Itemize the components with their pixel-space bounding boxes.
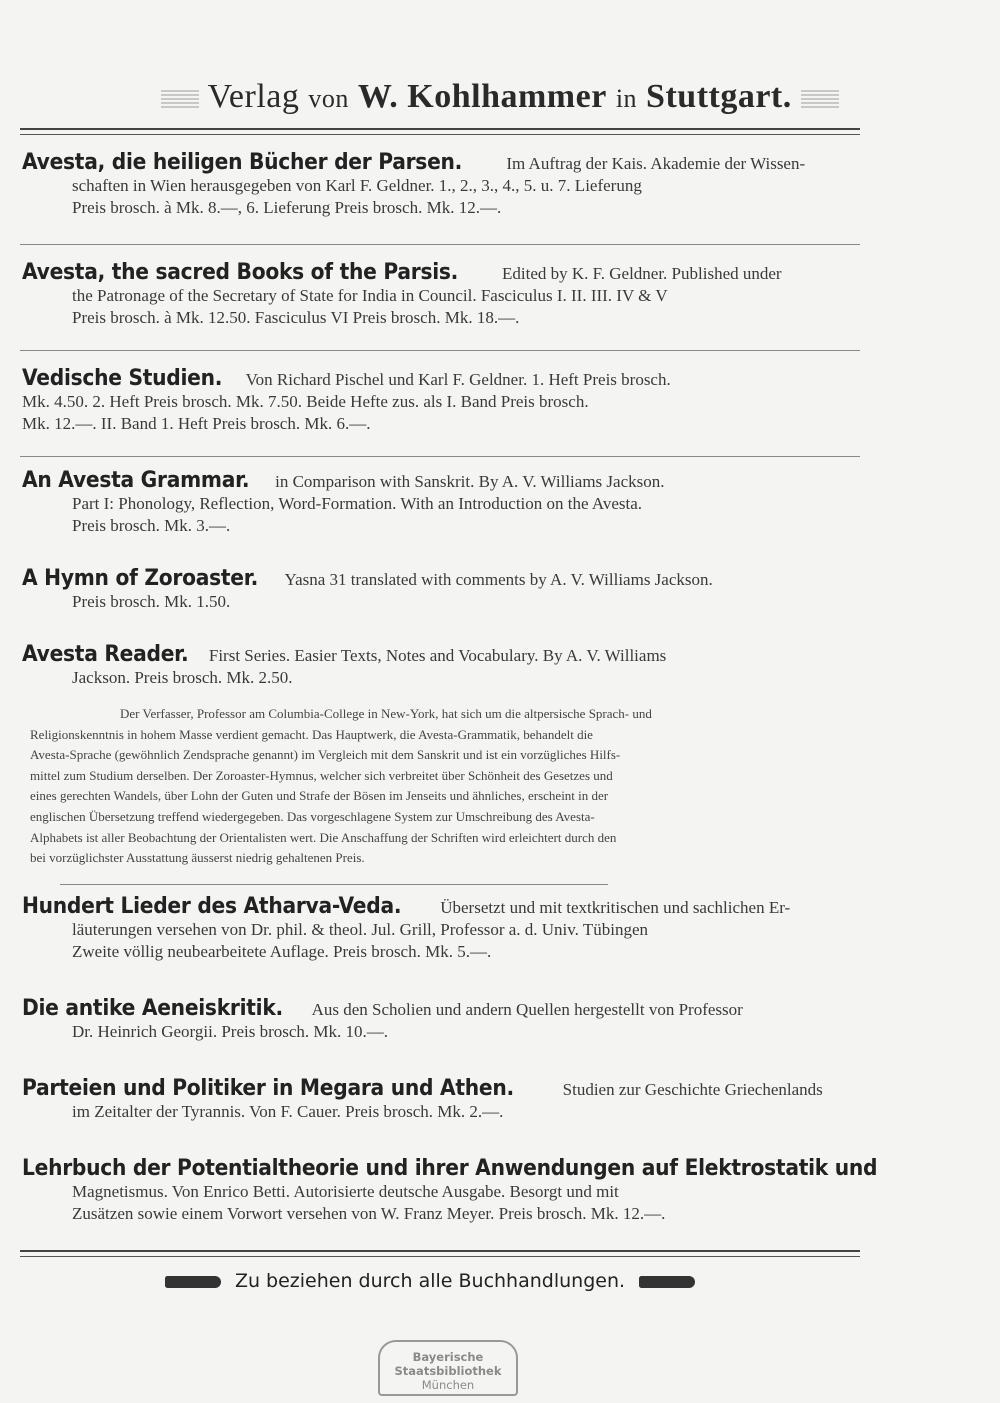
book-line: schaften in Wien herausgegeben von Karl F. Geldner. 1., 2., 3., 4., 5. u. 7. Lieferung — [72, 176, 642, 195]
divider — [20, 244, 860, 245]
book-description: First Series. Easier Texts, Notes and Vocabulary. By A. V. Williams — [208, 646, 667, 665]
stamp-line: München — [421, 1378, 475, 1392]
header-in: in — [615, 84, 638, 113]
publisher-header — [0, 78, 1000, 116]
book-entry — [22, 468, 867, 537]
review-note — [30, 704, 865, 869]
book-entry — [22, 894, 867, 963]
book-line: Jackson. Preis brosch. Mk. 2.50. — [72, 668, 293, 687]
book-line: Mk. 4.50. 2. Heft Preis brosch. Mk. 7.50. Beide Hefte zus. als I. Band Preis brosch. — [22, 392, 589, 411]
book-description: Übersetzt und mit textkritischen und sachlichen Er- — [440, 898, 791, 917]
book-entry — [22, 996, 867, 1043]
footer-text: Zu beziehen durch alle Buchhandlungen. — [234, 1270, 626, 1292]
note-line: bei vorzüglichster Ausstattung äusserst niedrig gehaltenen Preis. — [30, 850, 365, 866]
divider — [20, 456, 860, 457]
book-line: Preis brosch. Mk. 1.50. — [72, 592, 231, 611]
header-publisher: W. Kohlhammer — [357, 78, 607, 115]
book-entry — [22, 1076, 867, 1123]
book-line: Zweite völlig neubearbeitete Auflage. Preis brosch. Mk. 5.—. — [72, 942, 492, 961]
book-line: Preis brosch. à Mk. 8.—, 6. Lieferung Preis brosch. Mk. 12.—. — [72, 198, 502, 217]
book-description: Von Richard Pischel und Karl F. Geldner. 1. Heft Preis brosch. — [245, 370, 671, 389]
book-entry — [22, 566, 867, 613]
book-description: Im Auftrag der Kais. Akademie der Wissen- — [506, 154, 806, 173]
header-verlag: Verlag — [207, 78, 300, 115]
book-line: the Patronage of the Secretary of State for India in Council. Fasciculus I. II. III. IV & V — [72, 286, 668, 305]
footer-rule — [20, 1250, 860, 1257]
book-title: A Hymn of Zoroaster. — [22, 566, 258, 591]
pointing-hand-icon — [639, 1276, 695, 1288]
book-entry — [22, 366, 867, 435]
book-description: Edited by K. F. Geldner. Published under — [502, 264, 782, 283]
book-title: Parteien und Politiker in Megara und Athen. — [22, 1076, 514, 1101]
book-title: An Avesta Grammar. — [22, 468, 250, 493]
book-description: Studien zur Geschichte Griechenlands — [562, 1080, 823, 1099]
header-von: von — [308, 84, 349, 113]
book-description: Yasna 31 translated with comments by A. V. Williams Jackson. — [284, 570, 713, 589]
book-title: Hundert Lieder des Atharva-Veda. — [22, 894, 402, 919]
book-line: Preis brosch. Mk. 3.—. — [72, 516, 231, 535]
stamp-line: Bayerische — [412, 1350, 484, 1364]
book-description: Aus den Scholien und andern Quellen hergestellt von Professor — [311, 1000, 743, 1019]
note-line: Religionskenntnis in hohem Masse verdient gemacht. Das Hauptwerk, die Avesta-Grammatik, behandelt die — [30, 726, 593, 742]
book-line: Dr. Heinrich Georgii. Preis brosch. Mk. 10.—. — [72, 1022, 389, 1041]
book-line: läuterungen versehen von Dr. phil. & theol. Jul. Grill, Professor a. d. Univ. Tübingen — [72, 920, 649, 939]
book-description: in Comparison with Sanskrit. By A. V. Williams Jackson. — [275, 472, 665, 491]
book-title: Avesta, die heiligen Bücher der Parsen. — [22, 150, 463, 175]
book-entry — [22, 1156, 878, 1225]
book-entry — [22, 642, 867, 689]
library-stamp — [378, 1340, 518, 1396]
book-title: Die antike Aeneiskritik. — [22, 996, 283, 1021]
book-line: Zusätzen sowie einem Vorwort versehen von W. Franz Meyer. Preis brosch. Mk. 12.—. — [72, 1204, 666, 1223]
book-line: Mk. 12.—. II. Band 1. Heft Preis brosch. Mk. 6.—. — [22, 414, 371, 433]
book-line: Part I: Phonology, Reflection, Word-Formation. With an Introduction on the Avesta. — [72, 494, 643, 513]
note-line: mittel zum Studium derselben. Der Zoroaster-Hymnus, welcher sich verbreitet über Schönheit des Gesetzes und — [30, 767, 613, 783]
divider — [20, 350, 860, 351]
book-line: Preis brosch. à Mk. 12.50. Fasciculus VI Preis brosch. Mk. 18.—. — [72, 308, 520, 327]
book-title: Avesta Reader. — [22, 642, 189, 667]
book-entry — [22, 150, 867, 219]
note-line: Der Verfasser, Professor am Columbia-College in New-York, hat sich um die altpersische Sprach- und — [120, 706, 652, 721]
book-line: im Zeitalter der Tyrannis. Von F. Cauer. Preis brosch. Mk. 2.—. — [72, 1102, 504, 1121]
book-title: Vedische Studien. — [22, 366, 223, 391]
header-city: Stuttgart. — [646, 78, 792, 115]
divider — [60, 884, 608, 885]
ornament-left-icon — [161, 90, 199, 108]
header-rule — [20, 128, 860, 135]
footer-notice — [0, 1270, 860, 1292]
note-line: englischen Übersetzung treffend wiedergegeben. Das vorgeschlagene System zur Umschreibung des Avesta- — [30, 808, 595, 824]
book-line: Magnetismus. Von Enrico Betti. Autorisierte deutsche Ausgabe. Besorgt und mit — [72, 1182, 619, 1201]
book-title: Lehrbuch der Potentialtheorie und ihrer Anwendungen auf Elektrostatik und — [22, 1156, 878, 1181]
note-line: Avesta-Sprache (gewöhnlich Zendsprache genannt) im Vergleich mit dem Sanskrit und ist ein vorzügliches Hilfs- — [30, 747, 621, 763]
book-entry — [22, 260, 867, 329]
note-line: Alphabets ist aller Beobachtung der Orientalisten wert. Die Anschaffung der Schriften wird erleichtert durch den — [30, 829, 617, 845]
book-title: Avesta, the sacred Books of the Parsis. — [22, 260, 459, 285]
stamp-line: Staatsbibliothek — [394, 1364, 502, 1378]
pointing-hand-icon — [165, 1276, 221, 1288]
ornament-right-icon — [801, 90, 839, 108]
note-line: eines gerechten Wandels, über Lohn der Guten und Strafe der Bösen im Jenseits und ähnliches, erscheint in der — [30, 788, 609, 804]
